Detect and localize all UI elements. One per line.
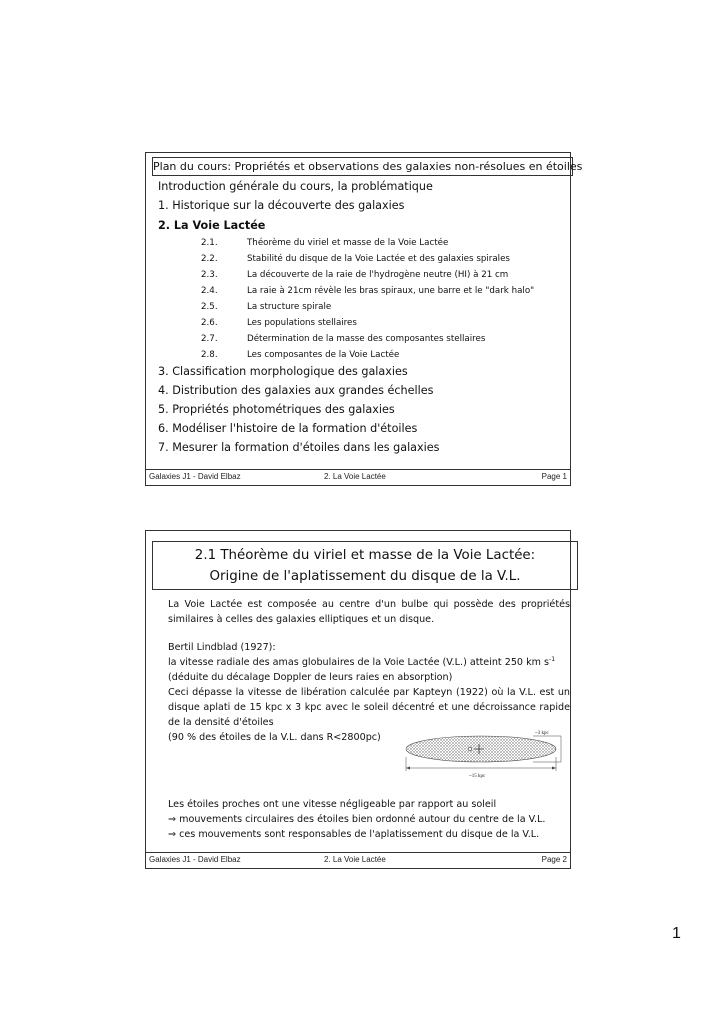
footer-author: Galaxies J1 - David Elbaz (149, 855, 241, 864)
subitem-text: Les populations stellaires (247, 318, 357, 328)
subitem-2-7 (201, 334, 485, 344)
page-number: 1 (672, 925, 681, 942)
outline-item-3: 3. Classification morphologique des galaxies (158, 365, 408, 378)
thickness-label: ~3 kpc (535, 731, 549, 736)
subitem-text: La structure spirale (247, 302, 332, 312)
subitem-2-4 (201, 286, 534, 296)
footer-section: 2. La Voie Lactée (324, 855, 386, 864)
width-label: ~15 kpc (469, 774, 486, 779)
subitem-number: 2.1. (201, 238, 218, 248)
slide-1 (145, 152, 583, 486)
slide-2 (145, 530, 571, 869)
slide-footer (146, 469, 570, 485)
subitem-2-8 (201, 350, 399, 360)
footer-author: Galaxies J1 - David Elbaz (149, 472, 241, 481)
subitem-text: Détermination de la masse des composantes stellaires (247, 334, 486, 344)
subitem-number: 2.2. (201, 254, 218, 264)
subitem-text: La découverte de la raie de l'hydrogène neutre (HI) à 21 cm (247, 270, 509, 280)
footer-page: Page 1 (541, 472, 567, 481)
subitem-number: 2.8. (201, 350, 218, 360)
slide-footer (146, 852, 570, 868)
subitem-number: 2.3. (201, 270, 218, 280)
intro-paragraph: La Voie Lactée est composée au centre d'un bulbe qui possède des propriétés similaires à celles des galaxies elliptiques et un disque. (168, 599, 570, 625)
outline-item-7: 7. Mesurer la formation d'étoiles dans les galaxies (158, 441, 440, 454)
conclusion-line-3 (168, 827, 570, 842)
conclusion-block (168, 797, 570, 842)
conclusion-text-2: mouvements circulaires des étoiles bien ordonné autour du centre de la V.L. (179, 814, 546, 825)
subitem-text: Stabilité du disque de la Voie Lactée et des galaxies spirales (247, 254, 510, 264)
intro-item: Introduction générale du cours, la problématique (158, 180, 433, 193)
subitem-2-3 (201, 270, 508, 280)
subitem-text: La raie à 21cm révèle les bras spiraux, une barre et le "dark halo" (247, 286, 535, 296)
subitem-text: Les composantes de la Voie Lactée (247, 350, 400, 360)
subitem-2-5 (201, 302, 331, 312)
outline-item-2: 2. La Voie Lactée (158, 219, 266, 232)
subitem-number: 2.4. (201, 286, 218, 296)
subitem-number: 2.5. (201, 302, 218, 312)
title-line-1: 2.1 Théorème du viriel et masse de la Voie Lactée: (194, 548, 536, 563)
fraction-line: (90 % des étoiles de la V.L. dans R<2800pc) (168, 732, 381, 743)
lindblad-heading: Bertil Lindblad (1927): (168, 642, 276, 653)
outline-item-6: 6. Modéliser l'histoire de la formation d'étoiles (158, 422, 418, 435)
implies-arrow: ⇒ (168, 829, 177, 840)
outline-item-4: 4. Distribution des galaxies aux grandes échelles (158, 384, 434, 397)
footer-section: 2. La Voie Lactée (324, 472, 386, 481)
subitem-2-2 (201, 254, 510, 264)
width-arrowhead-right (552, 767, 556, 770)
subitem-number: 2.6. (201, 318, 218, 328)
doppler-line: (déduite du décalage Doppler de leurs raies en absorption) (168, 672, 453, 683)
width-arrowhead-left (406, 767, 410, 770)
subitem-2-6 (201, 318, 357, 328)
outline-item-5: 5. Propriétés photométriques des galaxies (158, 403, 395, 416)
subitem-text: Théorème du viriel et masse de la Voie Lactée (247, 238, 449, 248)
kapteyn-paragraph: Ceci dépasse la vitesse de libération calculée par Kapteyn (1922) où la V.L. est un disque aplati de 15 kpc x 3 kpc avec le soleil décentré et une décroissance rapide de la densité d'étoiles (168, 687, 570, 728)
slide-2-title (152, 541, 578, 590)
velocity-text: la vitesse radiale des amas globulaires de la Voie Lactée (V.L.) atteint 250 km s (168, 657, 550, 668)
galaxy-disk-diagram (401, 727, 571, 787)
outline-item-1: 1. Historique sur la découverte des galaxies (158, 199, 405, 212)
sun-marker (468, 747, 472, 751)
velocity-line (168, 655, 570, 670)
footer-page: Page 2 (541, 855, 567, 864)
title-line-2: Origine de l'aplatissement du disque de la V.L. (209, 569, 521, 584)
subitem-2-1 (201, 238, 448, 248)
velocity-exponent: -1 (549, 655, 556, 663)
subitem-number: 2.7. (201, 334, 218, 344)
conclusion-line-1: Les étoiles proches ont une vitesse négligeable par rapport au soleil (168, 799, 497, 810)
implies-arrow: ⇒ (168, 814, 177, 825)
conclusion-line-2 (168, 812, 570, 827)
conclusion-text-3: ces mouvements sont responsables de l'aplatissement du disque de la V.L. (179, 829, 540, 840)
slide-1-title: Plan du cours: Propriétés et observations des galaxies non-résolues en étoiles (152, 157, 573, 176)
